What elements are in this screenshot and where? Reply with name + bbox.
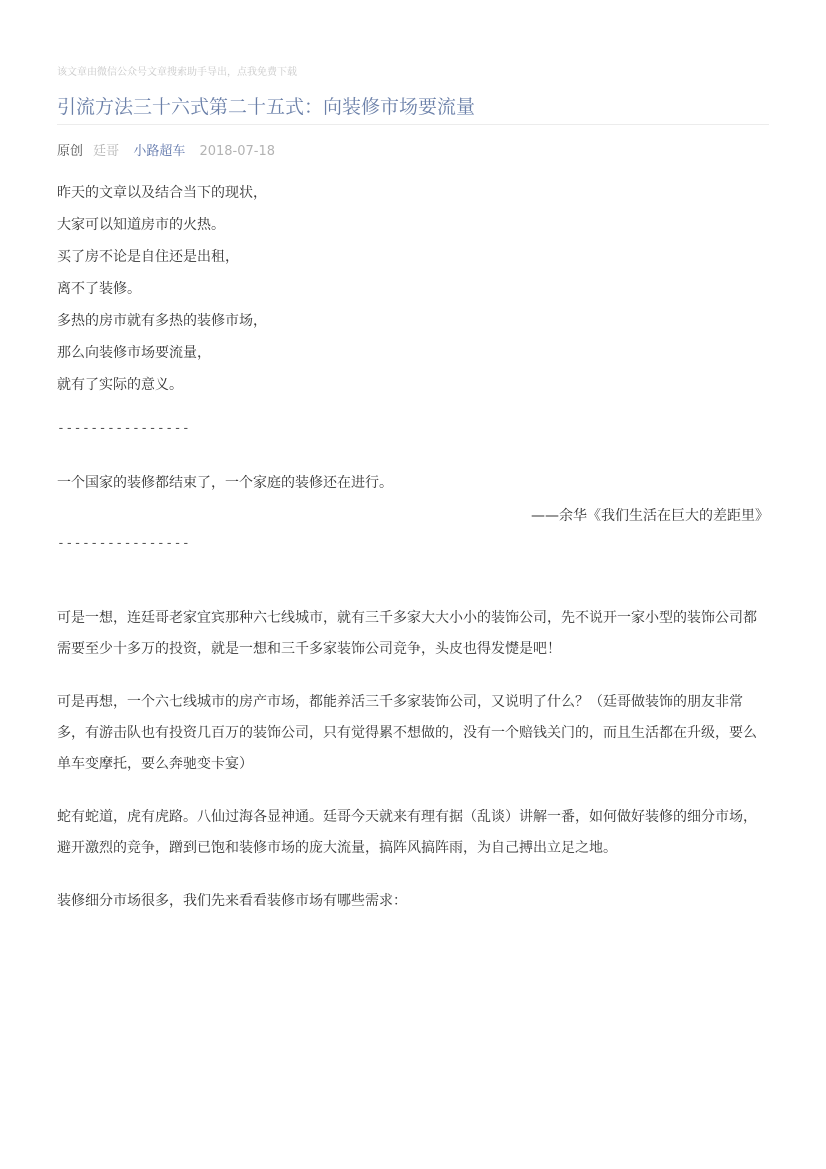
intro-line: 买了房不论是自住还是出租， bbox=[57, 249, 239, 265]
separator-top: ---------------- bbox=[57, 421, 191, 436]
article-meta bbox=[57, 140, 275, 159]
article-title: 引流方法三十六式第二十五式：向装修市场要流量 bbox=[57, 96, 476, 118]
intro-line: 大家可以知道房市的火热。 bbox=[57, 217, 225, 233]
quote-source: ——余华《我们生活在巨大的差距里》 bbox=[531, 508, 769, 524]
intro-line: 那么向装修市场要流量， bbox=[57, 345, 211, 361]
account-link[interactable]: 小路超车 bbox=[133, 144, 186, 159]
paragraph-2: 可是再想，一个六七线城市的房产市场，都能养活三千多家装饰公司，又说明了什么？（廷哥做装饰的朋友非常多，有游击队也有投资几百万的装饰公司，只有觉得累不想做的，没有一个赔钱关门的，而且生活都在升级，要么单车变摩托，要么奔驰变卡宴） bbox=[57, 694, 757, 772]
paragraph-4: 装修细分市场很多，我们先来看看装修市场有哪些需求： bbox=[57, 893, 407, 909]
intro-line: 昨天的文章以及结合当下的现状， bbox=[57, 185, 267, 201]
intro-lines bbox=[57, 177, 267, 401]
paragraph-3: 蛇有蛇道，虎有虎路。八仙过海各显神通。廷哥今天就来有理有据（乱谈）讲解一番，如何做好装修的细分市场，避开激烈的竞争，蹭到已饱和装修市场的庞大流量，搞阵风搞阵雨，为自己搏出立足之地。 bbox=[57, 809, 757, 856]
intro-line: 离不了装修。 bbox=[57, 281, 141, 297]
intro-line: 就有了实际的意义。 bbox=[57, 377, 183, 393]
intro-line: 多热的房市就有多热的装修市场， bbox=[57, 313, 267, 329]
title-divider bbox=[57, 124, 769, 125]
author-name: 廷哥 bbox=[93, 144, 120, 159]
quote-text: 一个国家的装修都结束了，一个家庭的装修还在进行。 bbox=[57, 475, 393, 491]
separator-bottom: ---------------- bbox=[57, 536, 191, 551]
export-notice-link[interactable]: 该文章由微信公众号文章搜索助手导出，点我免费下载 bbox=[57, 67, 297, 78]
original-label: 原创 bbox=[57, 144, 84, 159]
publish-date: 2018-07-18 bbox=[199, 144, 276, 159]
paragraph-1: 可是一想，连廷哥老家宜宾那种六七线城市，就有三千多家大大小小的装饰公司，先不说开一家小型的装饰公司都需要至少十多万的投资，就是一想和三千多家装饰公司竞争，头皮也得发憷是吧！ bbox=[57, 610, 757, 657]
